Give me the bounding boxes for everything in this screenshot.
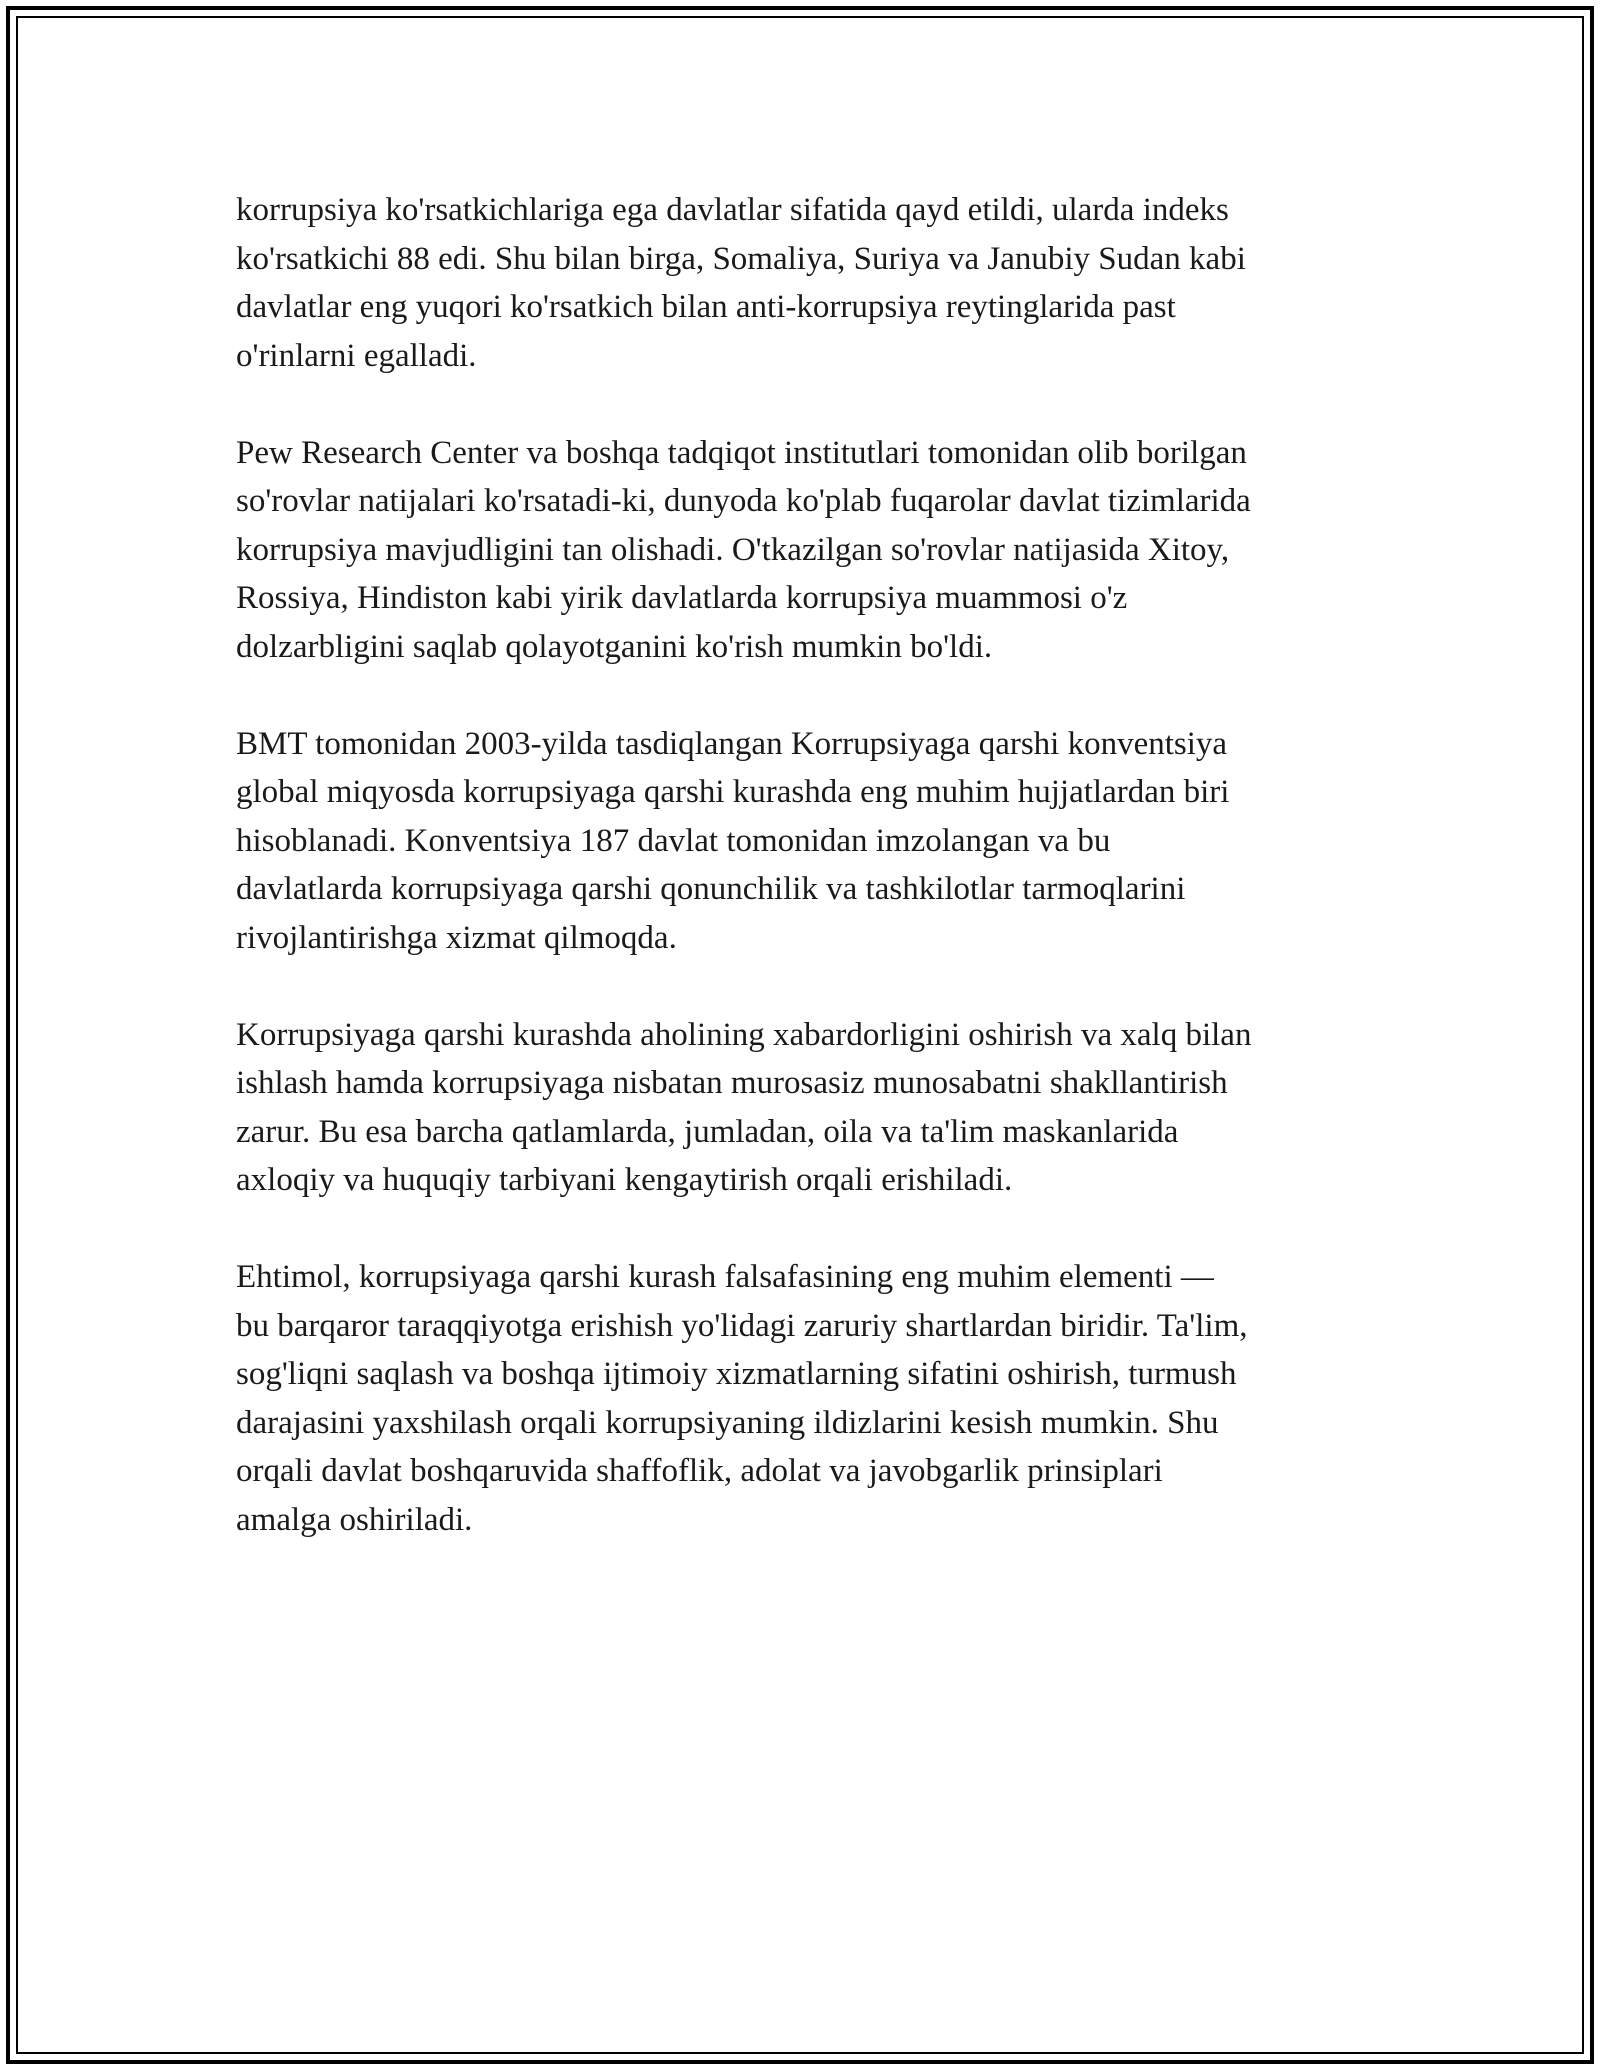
paragraph-2: Pew Research Center va boshqa tadqiqot institutlari tomonidan olib borilgan so'rovlar natijalari ko'rsatadi-ki, dunyoda ko'plab fuqarolar davlat tizimlarida korrupsiya mavjudligini tan olishadi. O'tkazilgan so'rovlar natijasida Xitoy, Rossiya, Hindiston kabi yirik davlatlarda korrupsiya muammosi o'z dolzarbligini saqlab qolayotganini ko'rish mumkin bo'ldi. — [236, 434, 1251, 665]
document-body — [236, 186, 1376, 1593]
paragraph-1: korrupsiya ko'rsatkichlariga ega davlatlar sifatida qayd etildi, ularda indeks ko'rsatkichi 88 edi. Shu bilan birga, Somaliya, Suriya va Janubiy Sudan kabi davlatlar eng yuqori ko'rsatkich bilan anti-korrupsiya reytinglarida past o'rinlarni egalladi. — [236, 192, 1246, 374]
paragraph-4: Korrupsiyaga qarshi kurashda aholining xabardorligini oshirish va xalq bilan ishlash hamda korrupsiyaga nisbatan murosasiz munosabatni shakllantirish zarur. Bu esa barcha qatlamlarda, jumladan, oila va ta'lim maskanlarida axloqiy va huquqiy tarbiyani kengaytirish orqali erishiladi. — [236, 1016, 1252, 1198]
paragraph-5: Ehtimol, korrupsiyaga qarshi kurash falsafasining eng muhim elementi — bu barqaror taraqqiyotga erishish yo'lidagi zaruriy shartlardan biridir. Ta'lim, sog'liqni saqlash va boshqa ijtimoiy xizmatlarning sifatini oshirish, turmush darajasini yaxshilash orqali korrupsiyaning ildizlarini kesish mumkin. Shu orqali davlat boshqaruvida shaffoflik, adolat va javobgarlik prinsiplari amalga oshiriladi. — [236, 1259, 1248, 1538]
paragraph-3: BMT tomonidan 2003-yilda tasdiqlangan Korrupsiyaga qarshi konventsiya global miqyosda korrupsiyaga qarshi kurashda eng muhim hujjatlardan biri hisoblanadi. Konventsiya 187 davlat tomonidan imzolangan va bu davlatlarda korrupsiyaga qarshi qonunchilik va tashkilotlar tarmoqlarini rivojlantirishga xizmat qilmoqda. — [236, 725, 1230, 956]
